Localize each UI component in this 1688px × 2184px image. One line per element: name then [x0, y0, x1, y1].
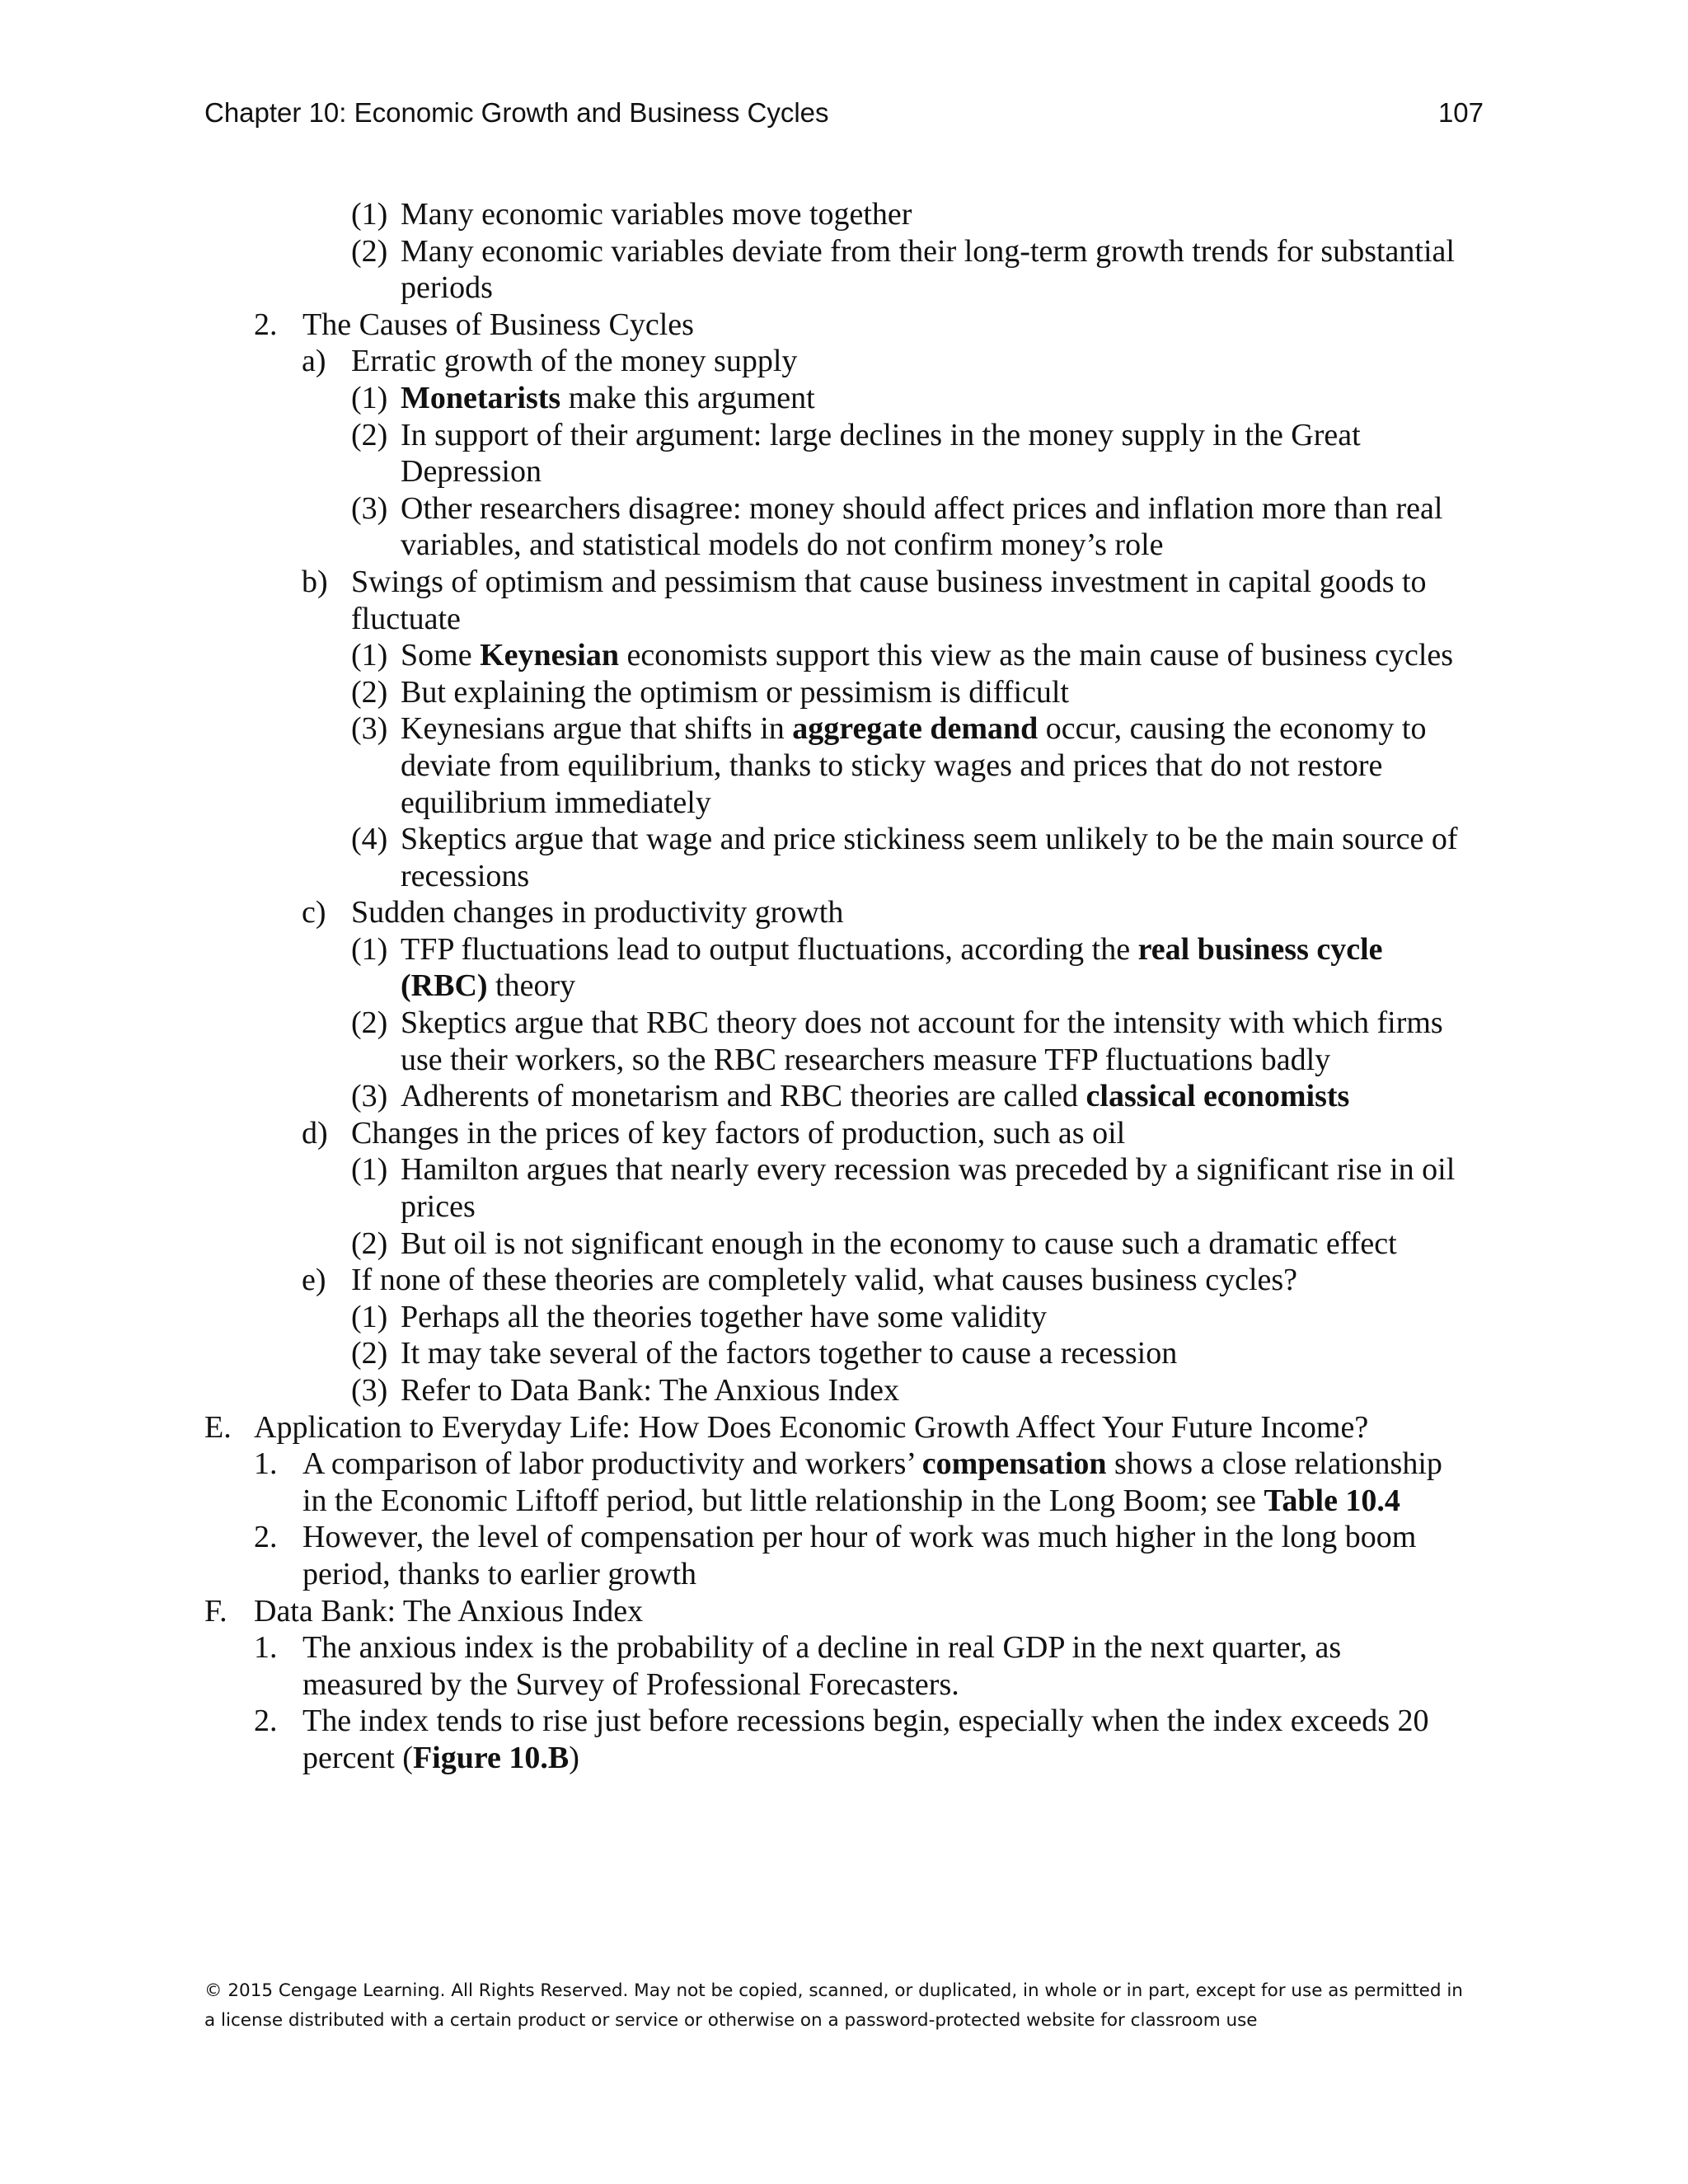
outline-marker: 2. [254, 307, 278, 342]
outline-text [254, 1593, 1465, 1630]
outline-marker: 2. [254, 1704, 278, 1739]
copyright-line-2: a license distributed with a certain product or service or otherwise on a password-protected website for classroom use [204, 2010, 1258, 2031]
bold-term: Monetarists [401, 380, 561, 415]
chapter-title: Chapter 10: Economic Growth and Business Cycles [204, 97, 829, 128]
outline-marker: a) [302, 344, 326, 379]
outline-marker: c) [302, 895, 326, 930]
page-header [204, 97, 1484, 135]
text-run: Application to Everyday Life: How Does Economic Growth Affect Your Future Income? [254, 1409, 1369, 1445]
text-run: However, the level of compensation per hour of work was much higher in the long boom period, thanks to earlier growth [302, 1520, 1417, 1591]
outline-item [0, 1299, 1688, 1336]
text-run: It may take several of the factors together to cause a recession [401, 1336, 1178, 1371]
outline-marker: (3) [351, 490, 388, 526]
outline-marker: (2) [351, 233, 388, 269]
text-run: occur, causing the economy to deviate from equilibrium, thanks to sticky wages and prices that do not restore equilibrium immediately [401, 711, 1427, 820]
outline-marker: (1) [351, 1152, 388, 1188]
text-run: Some [401, 638, 481, 673]
text-run: In support of their argument: large declines in the money supply in the Great Depression [401, 417, 1361, 490]
bold-term: aggregate demand [792, 711, 1039, 747]
outline-marker: (2) [351, 674, 388, 710]
text-run: economists support this view as the main cause of business cycles [618, 638, 1454, 673]
outline-item [0, 564, 1688, 637]
outline-marker: F. [204, 1593, 227, 1629]
text-run: Adherents of monetarism and RBC theories are called [401, 1079, 1086, 1114]
outline-item [0, 894, 1688, 931]
text-run: make this argument [560, 380, 815, 415]
text-run: Sudden changes in productivity growth [351, 895, 844, 930]
outline-item [0, 1262, 1688, 1299]
text-run: If none of these theories are completely valid, what causes business cycles? [351, 1263, 1298, 1298]
outline-item [0, 1151, 1688, 1225]
text-run: The Causes of Business Cycles [302, 307, 694, 342]
outline-marker: b) [302, 564, 328, 599]
outline-item [0, 343, 1688, 380]
outline-item [0, 380, 1688, 417]
text-run: Keynesians argue that shifts in [401, 711, 793, 747]
outline-text [351, 343, 1465, 380]
outline-text [302, 1629, 1466, 1703]
outline-text [351, 894, 1465, 931]
outline-text [401, 233, 1472, 307]
outline-text [302, 307, 1466, 344]
outline-marker: 1. [254, 1446, 278, 1482]
outline-text [351, 1262, 1465, 1299]
text-run: Changes in the prices of key factors of production, such as oil [351, 1115, 1126, 1151]
outline-item [0, 490, 1688, 564]
outline-text [401, 1078, 1472, 1115]
outline-item [0, 1115, 1688, 1152]
outline-item [0, 1446, 1688, 1519]
text-run: But oil is not significant enough in the economy to cause such a dramatic effect [401, 1226, 1397, 1261]
text-run: Many economic variables move together [401, 197, 912, 232]
outline-text [401, 1005, 1472, 1078]
text-run: A comparison of labor productivity and workers’ [302, 1446, 922, 1482]
outline-text [351, 1115, 1465, 1152]
outline-item [0, 307, 1688, 344]
outline-text [351, 564, 1465, 637]
outline-marker: (1) [351, 380, 388, 415]
outline-text [401, 674, 1472, 711]
bold-term: compensation [921, 1446, 1107, 1482]
outline-item [0, 1593, 1688, 1630]
copyright-footer [204, 1976, 1490, 2036]
outline-item [0, 1005, 1688, 1078]
outline-item [0, 1335, 1688, 1372]
outline-marker: (1) [351, 931, 388, 967]
outline-text [401, 710, 1472, 821]
text-run: Skeptics argue that wage and price stickiness seem unlikely to be the main source of recessions [401, 822, 1458, 893]
outline-item [0, 1519, 1688, 1592]
outline-item [0, 637, 1688, 674]
outline-item [0, 931, 1688, 1005]
outline-item [0, 233, 1688, 307]
outline-item [0, 1409, 1688, 1446]
outline-text [401, 196, 1472, 233]
outline-item [0, 674, 1688, 711]
text-run: ) [569, 1740, 579, 1775]
bold-term: Figure 10.B [412, 1740, 570, 1775]
outline-body [0, 196, 1688, 1777]
outline-marker: 2. [254, 1520, 278, 1555]
outline-text [401, 1372, 1472, 1409]
text-run: theory [487, 968, 576, 1004]
text-run: Data Bank: The Anxious Index [254, 1593, 644, 1629]
outline-marker: (2) [351, 1005, 388, 1041]
outline-item [0, 821, 1688, 894]
page-number: 107 [1437, 97, 1484, 128]
outline-text [302, 1446, 1466, 1519]
outline-text [401, 637, 1472, 674]
text-run: The anxious index is the probability of a decline in real GDP in the next quarter, as measured by the Survey of Professional Forecasters. [302, 1630, 1342, 1702]
outline-text [302, 1519, 1466, 1592]
text-run: But explaining the optimism or pessimism is difficult [401, 674, 1069, 710]
text-run: TFP fluctuations lead to output fluctuations, according the [401, 931, 1138, 967]
outline-text [401, 417, 1472, 490]
outline-item [0, 1372, 1688, 1409]
outline-text [254, 1409, 1465, 1446]
outline-item [0, 1629, 1688, 1703]
outline-text [401, 380, 1472, 417]
outline-marker: (1) [351, 197, 388, 232]
outline-marker: (3) [351, 1079, 388, 1114]
outline-item [0, 1078, 1688, 1115]
outline-marker: E. [204, 1409, 232, 1445]
outline-text [401, 490, 1472, 564]
bold-term: real business cycle (RBC) [401, 931, 1383, 1004]
outline-marker: (2) [351, 417, 388, 452]
outline-item [0, 710, 1688, 821]
bold-term: Keynesian [480, 638, 619, 673]
outline-text [401, 1335, 1472, 1372]
text-run: Swings of optimism and pessimism that cause business investment in capital goods to fluctuate [351, 564, 1427, 636]
outline-item [0, 417, 1688, 490]
text-run: Many economic variables deviate from their long-term growth trends for substantial periods [401, 233, 1455, 306]
outline-text [302, 1703, 1466, 1776]
text-run: Erratic growth of the money supply [351, 344, 798, 379]
text-run: shows a close relationship in the Economic Liftoff period, but little relationship in the Long Boom; see [302, 1446, 1442, 1518]
outline-marker: (3) [351, 1373, 388, 1408]
text-run: Perhaps all the theories together have some validity [401, 1299, 1048, 1334]
outline-marker: d) [302, 1115, 328, 1151]
outline-marker: 1. [254, 1630, 278, 1666]
outline-marker: (3) [351, 711, 388, 747]
text-run: Hamilton argues that nearly every recession was preceded by a significant rise in oil prices [401, 1152, 1456, 1225]
outline-text [401, 1299, 1472, 1336]
text-run: Other researchers disagree: money should affect prices and inflation more than real variables, and statistical models do not confirm money’s role [401, 490, 1443, 563]
outline-item [0, 1703, 1688, 1776]
outline-marker: (2) [351, 1336, 388, 1371]
outline-item [0, 1226, 1688, 1263]
outline-item [0, 196, 1688, 233]
outline-marker: (1) [351, 1299, 388, 1334]
outline-marker: (1) [351, 638, 388, 673]
outline-marker: (4) [351, 822, 388, 857]
text-run: Refer to Data Bank: The Anxious Index [401, 1373, 900, 1408]
outline-text [401, 1151, 1472, 1225]
bold-term: classical economists [1085, 1079, 1350, 1114]
outline-text [401, 821, 1472, 894]
outline-marker: (2) [351, 1226, 388, 1261]
copyright-line-1: © 2015 Cengage Learning. All Rights Reserved. May not be copied, scanned, or duplicated, in whole or in part, except for use as permitted in [204, 1980, 1463, 2001]
bold-term: Table 10.4 [1264, 1483, 1400, 1518]
text-run: The index tends to rise just before recessions begin, especially when the index exceeds 20 percent ( [302, 1704, 1429, 1775]
text-run: Skeptics argue that RBC theory does not account for the intensity with which firms use their workers, so the RBC researchers measure TFP fluctuations badly [401, 1005, 1443, 1077]
outline-marker: e) [302, 1263, 326, 1298]
outline-text [401, 1226, 1472, 1263]
outline-text [401, 931, 1472, 1005]
